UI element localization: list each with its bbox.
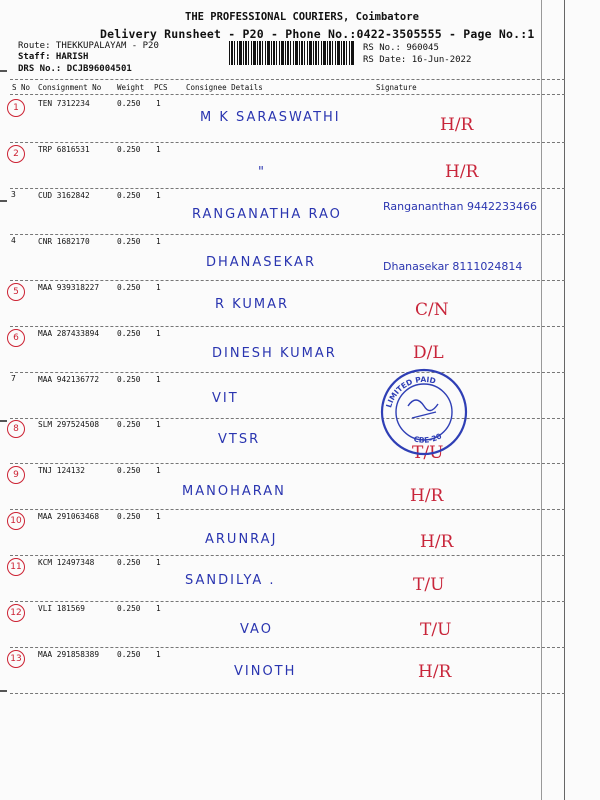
- row-signature: D/L: [413, 343, 444, 363]
- row-sno: 7: [11, 374, 16, 383]
- rs-date: RS Date: 16-Jun-2022: [363, 55, 472, 65]
- row-consignee-handwritten: VAO: [240, 622, 273, 637]
- row-weight: 0.250: [117, 99, 141, 108]
- row-weight: 0.250: [117, 145, 141, 154]
- row-pcs: 1: [156, 650, 161, 659]
- row-consignment-no: MAA 291858389: [38, 650, 100, 659]
- row-separator: [10, 509, 565, 510]
- col-pcs: PCS: [154, 83, 168, 92]
- row-signature: Dhanasekar 8111024814: [383, 260, 523, 273]
- row-pcs: 1: [156, 512, 161, 521]
- margin-mark: [0, 420, 7, 422]
- margin-mark: [0, 70, 7, 72]
- barcode: [229, 41, 355, 65]
- row-signature: H/R: [420, 532, 454, 552]
- col-consignment: Consignment No: [38, 83, 102, 92]
- header-bottom-rule: [10, 94, 565, 95]
- staff-label: Staff: HARISH: [18, 52, 89, 62]
- row-consignee-handwritten: DHANASEKAR: [206, 255, 316, 270]
- row-pcs: 1: [156, 375, 161, 384]
- row-pcs: 1: [156, 99, 161, 108]
- row-consignment-no: MAA 939318227: [38, 283, 100, 292]
- row-signature: T/U: [420, 620, 452, 640]
- margin-mark: [0, 690, 7, 692]
- row-weight: 0.250: [117, 283, 141, 292]
- row-signature: T/U: [413, 575, 445, 595]
- company-title: THE PROFESSIONAL COURIERS, Coimbatore: [185, 11, 419, 23]
- right-edge-line: [564, 0, 565, 800]
- row-consignee-handwritten: M K SARASWATHI: [200, 110, 341, 125]
- row-consignee-handwritten: ": [258, 165, 266, 180]
- row-consignment-no: TEN 7312234: [38, 99, 90, 108]
- row-consignee-handwritten: VIT: [212, 391, 239, 406]
- courier-stamp: [378, 366, 470, 458]
- row-signature: T/U: [412, 443, 444, 463]
- row-consignment-no: TRP 6816531: [38, 145, 90, 154]
- row-sno-circled: 1: [7, 99, 25, 117]
- row-separator: [10, 693, 565, 694]
- row-separator: [10, 601, 565, 602]
- row-separator: [10, 188, 565, 189]
- row-weight: 0.250: [117, 466, 141, 475]
- row-signature: Rangananthan 9442233466: [383, 200, 537, 213]
- row-consignment-no: KCM 12497348: [38, 558, 95, 567]
- row-weight: 0.250: [117, 512, 141, 521]
- row-weight: 0.250: [117, 604, 141, 613]
- row-sno-circled: 5: [7, 283, 25, 301]
- row-consignment-no: MAA 287433894: [38, 329, 100, 338]
- row-signature: C/N: [415, 300, 449, 320]
- row-separator: [10, 280, 565, 281]
- row-sno-circled: 2: [7, 145, 25, 163]
- row-separator: [10, 463, 565, 464]
- stamp-bottom-text: CBE-20: [412, 431, 444, 445]
- route-label: Route: THEKKUPALAYAM - P20: [18, 41, 159, 51]
- row-signature: H/R: [445, 162, 479, 182]
- col-details: Consignee Details: [186, 83, 263, 92]
- row-pcs: 1: [156, 145, 161, 154]
- row-consignment-no: SLM 297524508: [38, 420, 100, 429]
- row-weight: 0.250: [117, 191, 141, 200]
- row-pcs: 1: [156, 604, 161, 613]
- row-separator: [10, 234, 565, 235]
- sheet-title: Delivery Runsheet - P20 - Phone No.:0422-3505555 - Page No.:1: [100, 27, 535, 41]
- row-separator: [10, 372, 565, 373]
- row-sno: 4: [11, 236, 16, 245]
- col-sno: S No: [12, 83, 31, 92]
- row-weight: 0.250: [117, 237, 141, 246]
- row-weight: 0.250: [117, 375, 141, 384]
- row-separator: [10, 326, 565, 327]
- row-consignee-handwritten: VTSR: [218, 432, 261, 447]
- row-pcs: 1: [156, 237, 161, 246]
- row-sno: 3: [11, 190, 16, 199]
- row-consignee-handwritten: DINESH KUMAR: [212, 346, 337, 361]
- row-pcs: 1: [156, 558, 161, 567]
- row-separator: [10, 555, 565, 556]
- row-consignment-no: VLI 181569: [38, 604, 85, 613]
- row-consignee-handwritten: R KUMAR: [215, 297, 289, 312]
- row-separator: [10, 647, 565, 648]
- margin-mark: [0, 200, 7, 202]
- row-consignee-handwritten: ARUNRAJ: [205, 532, 278, 547]
- row-consignment-no: CUD 3162842: [38, 191, 90, 200]
- row-pcs: 1: [156, 329, 161, 338]
- row-consignee-handwritten: MANOHARAN: [182, 484, 286, 499]
- stamp-top-text: LIMITED PAID: [384, 374, 437, 409]
- rs-number: RS No.: 960045: [363, 43, 439, 53]
- row-consignment-no: MAA 291063468: [38, 512, 100, 521]
- drs-number: DRS No.: DCJB96004501: [18, 64, 132, 74]
- row-pcs: 1: [156, 420, 161, 429]
- header-top-rule: [10, 79, 565, 80]
- row-consignment-no: MAA 942136772: [38, 375, 100, 384]
- row-sno-circled: 9: [7, 466, 25, 484]
- row-separator: [10, 142, 565, 143]
- row-consignee-handwritten: RANGANATHA RAO: [192, 207, 342, 222]
- row-weight: 0.250: [117, 329, 141, 338]
- row-sno-circled: 6: [7, 329, 25, 347]
- row-sno-circled: 10: [7, 512, 25, 530]
- row-sno-circled: 12: [7, 604, 25, 622]
- row-pcs: 1: [156, 466, 161, 475]
- row-weight: 0.250: [117, 420, 141, 429]
- row-weight: 0.250: [117, 558, 141, 567]
- row-sno-circled: 8: [7, 420, 25, 438]
- row-pcs: 1: [156, 191, 161, 200]
- row-sno-circled: 11: [7, 558, 25, 576]
- col-weight: Weight: [117, 83, 145, 92]
- row-pcs: 1: [156, 283, 161, 292]
- row-separator: [10, 418, 565, 419]
- row-signature: H/R: [410, 486, 444, 506]
- right-margin-line: [541, 0, 542, 800]
- row-sno-circled: 13: [7, 650, 25, 668]
- row-consignee-handwritten: VINOTH: [234, 664, 297, 679]
- row-weight: 0.250: [117, 650, 141, 659]
- row-consignment-no: CNR 1682170: [38, 237, 90, 246]
- col-signature: Signature: [376, 83, 417, 92]
- row-signature: H/R: [440, 115, 474, 135]
- row-consignment-no: TNJ 124132: [38, 466, 85, 475]
- row-consignee-handwritten: SANDILYA .: [185, 573, 276, 588]
- row-signature: H/R: [418, 662, 452, 682]
